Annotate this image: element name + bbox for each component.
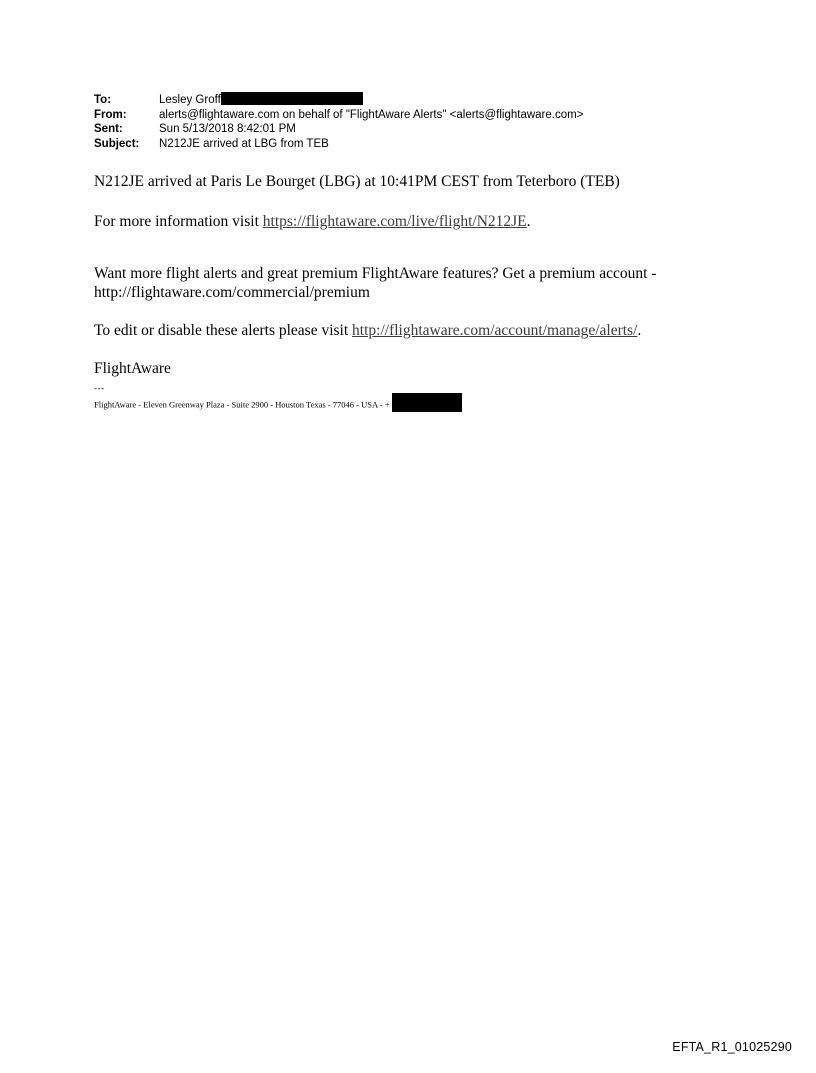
header-row-to: [94, 93, 714, 108]
header-value-from: alerts@flightaware.com on behalf of "FlightAware Alerts" <alerts@flightaware.com>: [159, 108, 584, 121]
email-footer: [94, 383, 462, 415]
header-label-from: From:: [94, 108, 127, 121]
manage-alerts-link[interactable]: http://flightaware.com/account/manage/alerts/: [352, 322, 638, 339]
redaction-bar-phone: [392, 393, 462, 412]
arrival-notification-text: N212JE arrived at Paris Le Bourget (LBG) at 10:41PM CEST from Teterboro (TEB): [94, 173, 620, 190]
header-label-subject: Subject:: [94, 137, 140, 150]
header-row-from: [94, 108, 714, 123]
more-info-paragraph: [94, 212, 694, 231]
redaction-bar-recipient-email: [221, 92, 363, 105]
manage-alerts-prefix: To edit or disable these alerts please visit: [94, 322, 353, 339]
footer-separator: ---: [94, 383, 105, 393]
flight-tracking-link[interactable]: https://flightaware.com/live/flight/N212JE: [262, 213, 527, 230]
manage-alerts-paragraph: [94, 321, 694, 340]
email-body: [94, 172, 694, 378]
more-info-suffix: .: [526, 213, 531, 230]
signature-text: FlightAware: [94, 360, 171, 377]
email-header: [94, 93, 714, 151]
header-value-subject: N212JE arrived at LBG from TEB: [159, 137, 329, 150]
header-label-sent: Sent:: [94, 123, 123, 136]
footer-address-text: FlightAware - Eleven Greenway Plaza - Suite 2900 - Houston Texas - 77046 - USA - +: [94, 399, 390, 410]
header-row-subject: [94, 137, 714, 152]
header-row-sent: [94, 122, 714, 137]
header-value-to: [159, 93, 714, 108]
manage-alerts-suffix: .: [637, 322, 642, 339]
more-info-prefix: For more information visit: [94, 213, 263, 230]
header-value-sent: Sun 5/13/2018 8:42:01 PM: [159, 123, 296, 136]
premium-upsell-paragraph: Want more flight alerts and great premium FlightAware features? Get a premium account - http://flightaware.com/commercial/premium: [94, 265, 657, 301]
header-label-to: To:: [94, 94, 112, 106]
footer-address-line: [94, 396, 462, 415]
recipient-name: Lesley Groff: [159, 94, 221, 106]
bates-number-stamp: EFTA_R1_01025290: [672, 1040, 792, 1054]
